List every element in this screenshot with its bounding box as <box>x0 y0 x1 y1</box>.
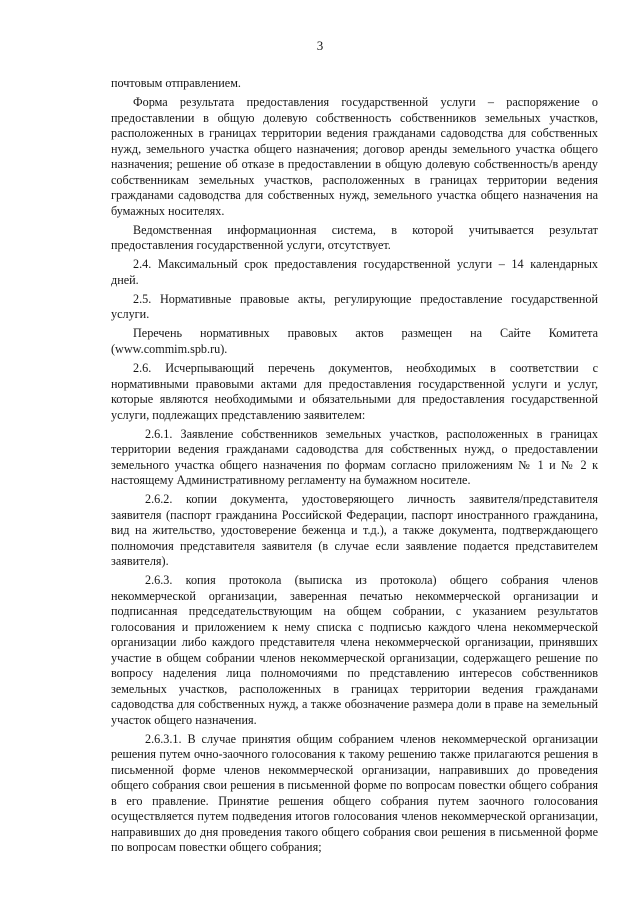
paragraph-postal-delivery: почтовым отправлением. <box>111 76 241 90</box>
document-body <box>111 76 598 860</box>
paragraph-2-6-2-identity: 2.6.2. копии документа, удостоверяющего личность заявителя/представителя заявителя (паспорт гражданина Российской Федерации, паспорт иностранного гражданина, вид на жительство, удостоверение беженца и т.д.), а также документа, подтверждающего полномочия представителя заявителя (в случае если заявление подается представителем заявителя). <box>111 492 598 569</box>
paragraph-2-5-legal-acts: 2.5. Нормативные правовые акты, регулирующие предоставление государственной услуги. <box>111 291 598 322</box>
paragraph-information-system: Ведомственная информационная система, в которой учитывается результат предоставления государственной услуги, отсутствует. <box>111 222 598 253</box>
paragraph-2-6-3-protocol: 2.6.3. копия протокола (выписка из протокола) общего собрания членов некоммерческой организации, заверенная печатью некоммерческой организации и подписанная председательствующим на общем собрании, с указанием результатов голосования и приложением к нему списка с подписью каждого члена некоммерческой организации либо каждого представителя члена некоммерческой организации, принявших участие в общем собрании членов некоммерческой организации, содержащего решение по вопросу наделения лица полномочиями по представлению интересов собственников земельных участков, расположенных в границах территории ведения гражданами садоводства для собственных нужд, а также обозначение размера доли в праве на земельный участок общего назначения. <box>111 573 598 727</box>
page-number: 3 <box>316 38 324 53</box>
paragraph-result-form: Форма результата предоставления государственной услуги – распоряжение о предоставлении в общую долевую собственность собственников земельных участков, расположенных в границах территории ведения гражданами садоводства для собственных нужд, земельного участка общего назначения; договор аренды земельного участка общего назначения; решение об отказе в предоставлении в общую долевую собственность/в аренду собственникам земельных участков, расположенных в границах территории ведения гражданами садоводства для собственных нужд, земельного участка общего назначения на бумажных носителях. <box>111 95 598 218</box>
paragraph-legal-acts-list: Перечень нормативных правовых актов размещен на Сайте Комитета (www.commim.spb.ru). <box>111 326 598 356</box>
paragraph-2-4-max-term: 2.4. Максимальный срок предоставления государственной услуги – 14 календарных дней. <box>111 257 598 287</box>
paragraph-2-6-documents: 2.6. Исчерпывающий перечень документов, необходимых в соответствии с нормативными правовыми актами для предоставления государственной услуги и услуг, которые являются необходимыми и обязательными для предоставления государственной услуги, подлежащих представлению заявителем: <box>111 361 598 422</box>
paragraph-2-6-1-application: 2.6.1. Заявление собственников земельных участков, расположенных в границах территории ведения гражданами садоводства для собственных нужд, о предоставлении земельного участка общего назначения по формам согласно приложениям № 1 и № 2 к настоящему Административному регламенту на бумажном носителе. <box>111 426 598 488</box>
paragraph-2-6-3-1-voting: 2.6.3.1. В случае принятия общим собранием членов некоммерческой организации решения путем очно-заочного голосования к такому решению также прилагаются решения в письменной форме членов некоммерческой организации, направивших до проведения общего собрания свои решения в письменной форме по вопросам повестки общего собрания в его правление. Принятие решения общего собрания путем заочного голосования осуществляется путем подведения итогов голосования членов некоммерческой организации, направивших до дня проведения такого общего собрания свои решения в письменной форме по вопросам повестки общего собрания; <box>111 731 598 855</box>
